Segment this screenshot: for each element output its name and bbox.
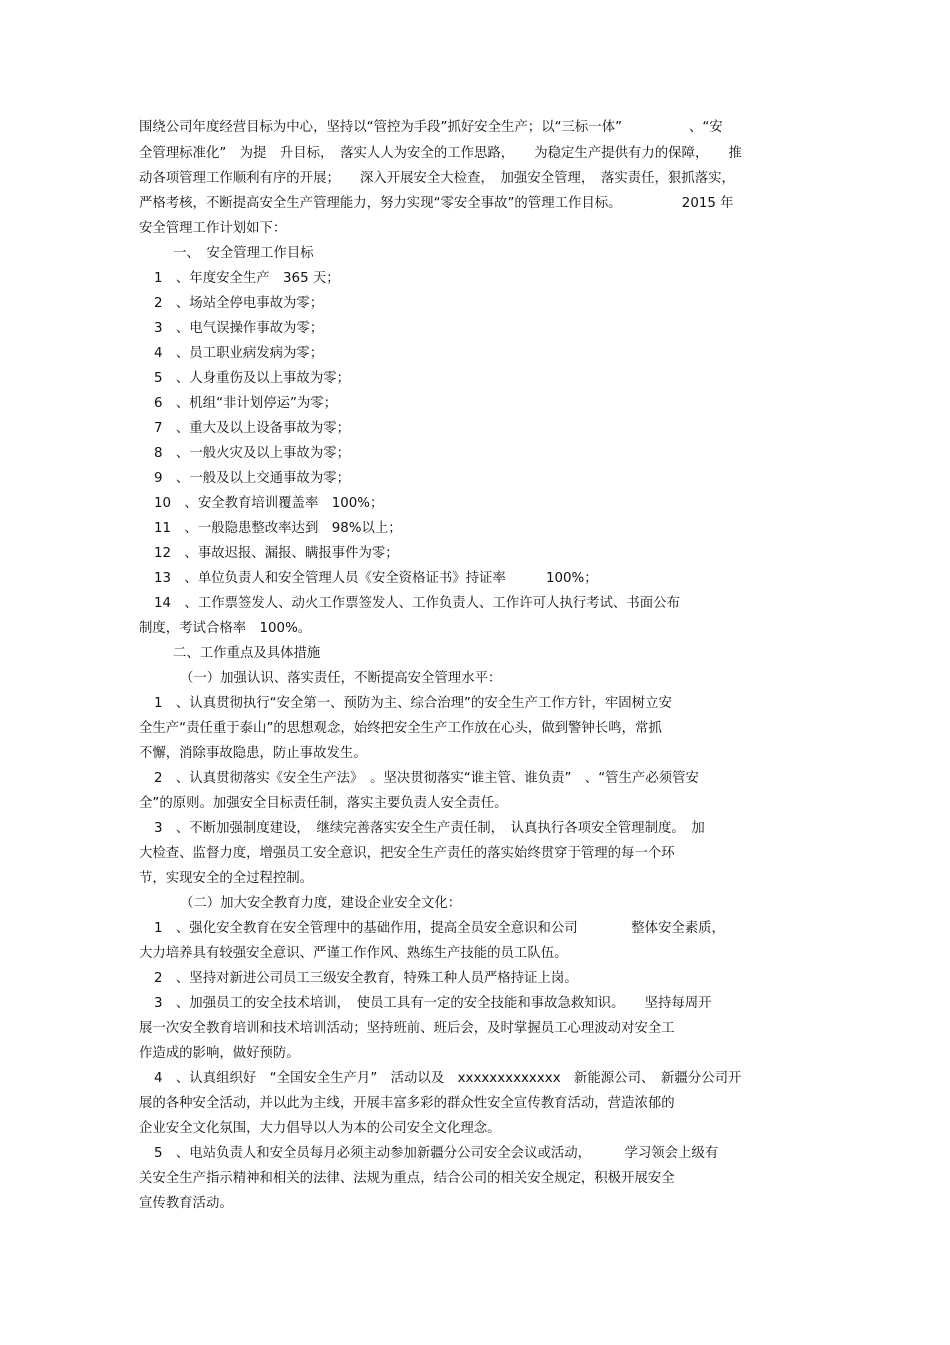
goal-item-5: 5 、人身重伤及以上事故为零； <box>154 371 350 386</box>
intro-line-5: 安全管理工作计划如下： <box>139 221 287 236</box>
intro-line-1: 围绕公司年度经营目标为中心，坚持以“管控为手段”抓好安全生产；以“三标一体” 、“安 <box>139 120 723 135</box>
measure-2-1-line-2: 大力培养具有较强安全意识、严谨工作作风、熟练生产技能的员工队伍。 <box>139 946 568 961</box>
measure-1-1-line-1: 1 、认真贯彻执行“安全第一、预防为主、综合治理”的安全生产工作方针，牢固树立安 <box>154 696 672 711</box>
goal-item-14-cont: 制度，考试合格率 100%。 <box>139 621 312 636</box>
measure-2-4-line-1: 4 、认真组织好 “全国安全生产月” 活动以及 xxxxxxxxxxxxx 新能源公司、 新疆分公司开 <box>154 1071 742 1086</box>
measure-1-1-line-2: 全生产“责任重于泰山”的思想观念，始终把安全生产工作放在心头，做到警钟长鸣，常抓 <box>139 721 662 736</box>
goal-item-6: 6 、机组“非计划停运”为零； <box>154 396 338 411</box>
goal-item-2: 2 、场站全停电事故为零； <box>154 296 324 311</box>
goal-item-7: 7 、重大及以上设备事故为零； <box>154 421 350 436</box>
goal-item-8: 8 、一般火灾及以上事故为零； <box>154 446 350 461</box>
measure-2-4-line-2: 展的各种安全活动，并以此为主线，开展丰富多彩的群众性安全宣传教育活动，营造浓郁的 <box>139 1096 675 1111</box>
goal-item-11: 11 、一般隐患整改率达到 98%以上； <box>154 521 402 536</box>
measure-2-5-line-1: 5 、电站负责人和安全员每月必须主动参加新疆分公司安全会议或活动， 学习领会上级有 <box>154 1146 719 1161</box>
intro-line-2: 全管理标准化” 为提 升目标， 落实人人为安全的工作思路， 为稳定生产提供有力的保障， 推 <box>139 146 742 161</box>
measure-1-2-line-1: 2 、认真贯彻落实《安全生产法》 。坚决贯彻落实“谁主管、谁负责” 、“管生产必须管安 <box>154 771 699 786</box>
goal-item-10: 10 、安全教育培训覆盖率 100%； <box>154 496 384 511</box>
measure-2-3-line-3: 作造成的影响，做好预防。 <box>139 1046 300 1061</box>
measure-1-3-line-3: 节，实现安全的全过程控制。 <box>139 871 314 886</box>
subsection-heading-2: （二）加大安全教育力度，建设企业安全文化： <box>180 896 462 911</box>
measure-2-4-line-3: 企业安全文化氛围，大力倡导以人为本的公司安全文化理念。 <box>139 1121 501 1136</box>
measure-2-5-line-2: 关安全生产指示精神和相关的法律、法规为重点，结合公司的相关安全规定，积极开展安全 <box>139 1171 675 1186</box>
measure-2-5-line-3: 宣传教育活动。 <box>139 1196 233 1211</box>
goal-item-1: 1 、年度安全生产 365 天； <box>154 271 340 286</box>
measure-1-3-line-2: 大检查、监督力度，增强员工安全意识，把安全生产责任的落实始终贯穿于管理的每一个环 <box>139 846 675 861</box>
measure-2-3-line-2: 展一次安全教育培训和技术培训活动；坚持班前、班后会，及时掌握员工心理波动对安全工 <box>139 1021 675 1036</box>
intro-line-4: 严格考核，不断提高安全生产管理能力，努力实现“零安全事故”的管理工作目标。 2015 年 <box>139 196 734 211</box>
goal-item-14: 14 、工作票签发人、动火工作票签发人、工作负责人、工作许可人执行考试、书面公布 <box>154 596 680 611</box>
measure-1-2-line-2: 全”的原则。加强安全目标责任制，落实主要负责人安全责任。 <box>139 796 508 811</box>
goal-item-4: 4 、员工职业病发病为零； <box>154 346 324 361</box>
intro-line-3: 动各项管理工作顺利有序的开展； 深入开展安全大检查， 加强安全管理， 落实责任，狠抓落实， <box>139 171 735 186</box>
measure-2-3-line-1: 3 、加强员工的安全技术培训， 使员工具有一定的安全技能和事故急救知识。 坚持每周开 <box>154 996 712 1011</box>
goal-item-13: 13 、单位负责人和安全管理人员《安全资格证书》持证率 100%； <box>154 571 598 586</box>
section-heading-1: 一、 安全管理工作目标 <box>173 246 314 261</box>
goal-item-12: 12 、事故迟报、漏报、瞒报事件为零； <box>154 546 399 561</box>
measure-2-1-line-1: 1 、强化安全教育在安全管理中的基础作用，提高全员安全意识和公司 整体安全素质， <box>154 921 725 936</box>
section-heading-2: 二、工作重点及具体措施 <box>173 646 321 661</box>
goal-item-3: 3 、电气误操作事故为零； <box>154 321 324 336</box>
measure-1-3-line-1: 3 、不断加强制度建设， 继续完善落实安全生产责任制， 认真执行各项安全管理制度。 加 <box>154 821 705 836</box>
measure-1-1-line-3: 不懈，消除事故隐患，防止事故发生。 <box>139 746 367 761</box>
goal-item-9: 9 、一般及以上交通事故为零； <box>154 471 350 486</box>
measure-2-2-line-1: 2 、坚持对新进公司员工三级安全教育，特殊工种人员严格持证上岗。 <box>154 971 578 986</box>
subsection-heading-1: （一）加强认识、落实责任，不断提高安全管理水平： <box>180 671 502 686</box>
